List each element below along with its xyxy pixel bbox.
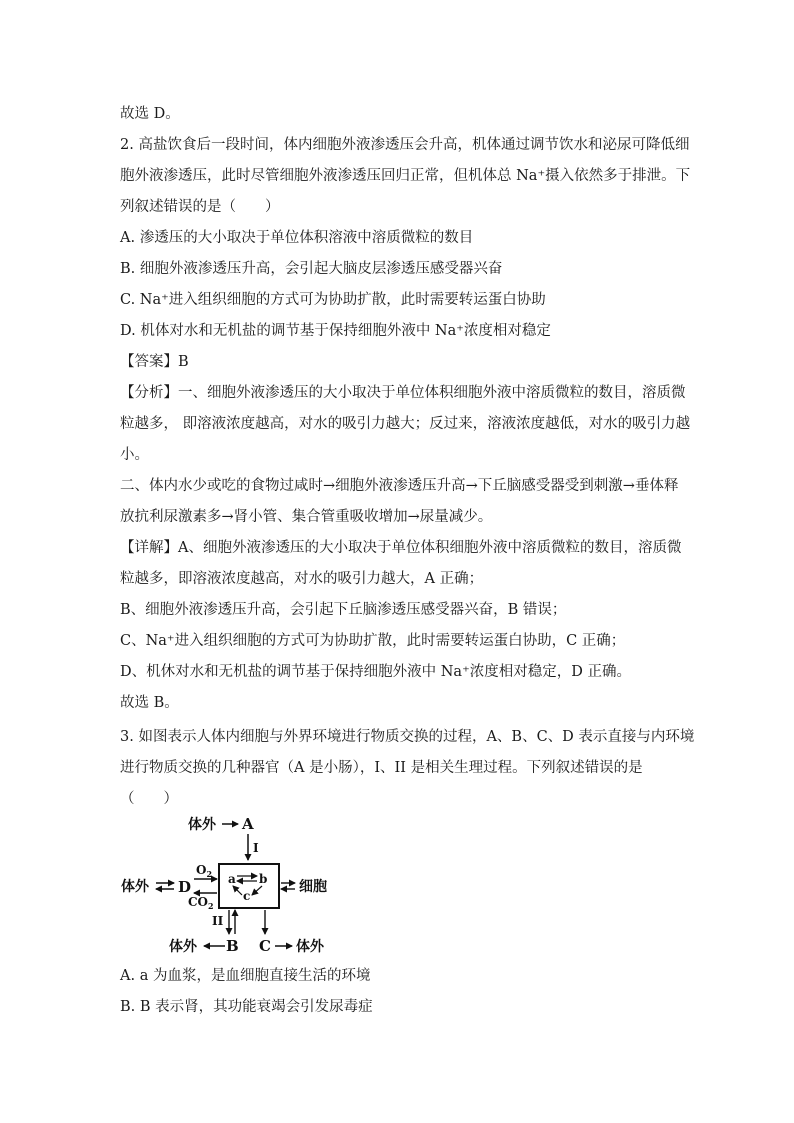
explanation: C、Na⁺进入组织细胞的方式可为协助扩散，此时需要转运蛋白协助，C 正确； bbox=[120, 633, 626, 649]
analysis: 粒越多， 即溶液浓度越高，对水的吸引力越大；反过来，溶液浓度越低，对水的吸引力越 bbox=[120, 416, 691, 432]
explanation: 粒越多，即溶液浓度越高，对水的吸引力越大，A 正确； bbox=[120, 571, 484, 587]
option-a: A. a 为血浆，是血细胞直接生活的环境 bbox=[120, 968, 371, 984]
text-line: 故选 D。 bbox=[120, 106, 180, 122]
label-carbon-dioxide bbox=[188, 895, 214, 911]
option-b: B. 细胞外液渗透压升高，会引起大脑皮层渗透压感受器兴奋 bbox=[120, 261, 503, 277]
label-process-2: II bbox=[212, 914, 224, 928]
question-2-stem: 列叙述错误的是（ ） bbox=[120, 199, 280, 215]
node-b: b bbox=[259, 872, 268, 886]
question-3-stem: 3. 如图表示人体内细胞与外界环境进行物质交换的过程，A、B、C、D 表示直接与内环境 bbox=[120, 729, 695, 745]
option-a: A. 渗透压的大小取决于单位体积溶液中溶质微粒的数目 bbox=[120, 230, 474, 246]
explanation: B、细胞外液渗透压升高，会引起下丘脑渗透压感受器兴奋，B 错误； bbox=[120, 602, 567, 618]
label-outside-bottom-left: 体外 bbox=[169, 939, 197, 955]
arrow-c-to-a bbox=[233, 886, 242, 895]
label-organ-d: D bbox=[178, 878, 192, 896]
answer: 【答案】B bbox=[120, 354, 189, 370]
question-3-stem: （ ） bbox=[120, 791, 178, 807]
oxygen-subscript: 2 bbox=[206, 869, 213, 879]
exchange-diagram bbox=[118, 812, 348, 957]
analysis: 小。 bbox=[120, 447, 149, 463]
label-cells: 细胞 bbox=[299, 879, 327, 895]
label-oxygen bbox=[196, 863, 212, 879]
arrow-b-to-c bbox=[252, 886, 262, 895]
analysis: 【分析】一、细胞外液渗透压的大小取决于单位体积细胞外液中溶质微粒的数目，溶质微 bbox=[120, 385, 686, 401]
node-a: a bbox=[228, 872, 236, 886]
analysis: 二、体内水少或吃的食物过咸时→细胞外液渗透压升高→下丘脑感受器受到刺激→垂体释 bbox=[120, 478, 679, 494]
explanation: 【详解】A、细胞外液渗透压的大小取决于单位体积细胞外液中溶质微粒的数目，溶质微 bbox=[120, 540, 682, 556]
question-2-stem: 2. 高盐饮食后一段时间，体内细胞外液渗透压会升高，机体通过调节饮水和泌尿可降低细 bbox=[120, 137, 690, 153]
explanation: D、机休对水和无机盐的调节基于保持细胞外液中 Na⁺浓度相对稳定，D 正确。 bbox=[120, 664, 631, 680]
label-organ-c: C bbox=[259, 937, 271, 955]
label-outside-bottom-right: 体外 bbox=[296, 939, 324, 955]
option-c: C. Na⁺进入组织细胞的方式可为协助扩散，此时需要转运蛋白协助 bbox=[120, 292, 546, 308]
label-process-1: I bbox=[253, 841, 259, 855]
label-organ-b: B bbox=[226, 937, 239, 955]
text-line: 故选 B。 bbox=[120, 695, 179, 711]
label-outside-top: 体外 bbox=[188, 817, 216, 833]
oxygen-symbol: O bbox=[196, 863, 207, 877]
question-3-stem: 进行物质交换的几种器官（A 是小肠），I、II 是相关生理过程。下列叙述错误的是 bbox=[120, 760, 643, 776]
question-2-stem: 胞外液渗透压，此时尽管细胞外液渗透压回归正常，但机体总 Na⁺摄入依然多于排泄。下 bbox=[120, 168, 691, 184]
analysis: 放抗利尿激素多→肾小管、集合管重吸收增加→尿量减少。 bbox=[120, 509, 493, 525]
option-d: D. 机体对水和无机盐的调节基于保持细胞外液中 Na⁺浓度相对稳定 bbox=[120, 323, 551, 339]
label-organ-a: A bbox=[242, 815, 254, 833]
option-b: B. B 表示肾，其功能衰竭会引发尿毒症 bbox=[120, 999, 373, 1015]
node-c: c bbox=[243, 889, 251, 903]
co2-symbol: CO bbox=[188, 895, 209, 909]
co2-subscript: 2 bbox=[208, 901, 214, 911]
label-outside-left: 体外 bbox=[121, 879, 149, 895]
